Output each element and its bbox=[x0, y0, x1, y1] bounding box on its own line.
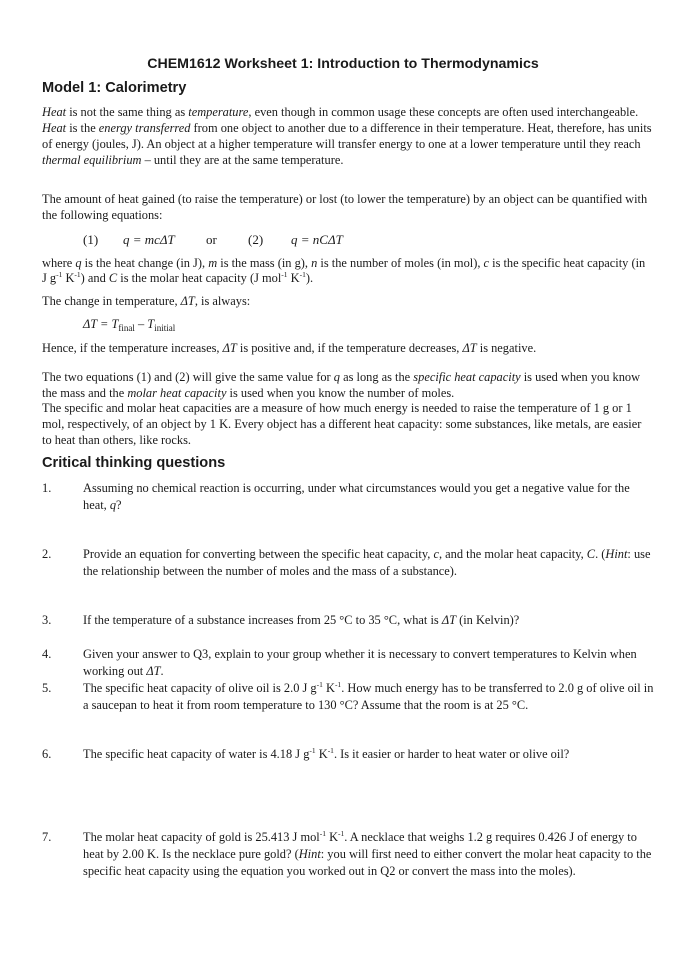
term-heat: Heat bbox=[42, 105, 67, 119]
var-delta-t: ΔT bbox=[146, 664, 161, 678]
superscript: -1 bbox=[327, 746, 334, 755]
text: is the molar heat capacity (J mol bbox=[117, 271, 282, 285]
variable-definitions bbox=[42, 256, 652, 286]
equation-2-label: (2) bbox=[248, 232, 264, 247]
intro-paragraph bbox=[42, 104, 652, 168]
superscript: -1 bbox=[309, 746, 316, 755]
model-heading: Model 1: Calorimetry bbox=[42, 80, 187, 96]
question-text bbox=[83, 829, 654, 880]
heat-amount-paragraph: The amount of heat gained (to raise the temperature) or lost (to lower the temperature) by an object can be quantified with the following equations: bbox=[42, 192, 648, 222]
text: Provide an equation for converting between the specific heat capacity, bbox=[83, 547, 434, 561]
hint-label: Hint bbox=[605, 547, 628, 561]
text: ? bbox=[116, 498, 122, 512]
question-number: 5. bbox=[42, 681, 52, 695]
question-text bbox=[83, 680, 654, 714]
term-temperature: temperature bbox=[188, 105, 249, 119]
text: is the number of moles (in mol), bbox=[317, 256, 484, 270]
text: The change in temperature, bbox=[42, 294, 181, 308]
text: . Is it easier or harder to heat water or olive oil? bbox=[333, 747, 570, 761]
text: is negative. bbox=[476, 341, 537, 355]
text: : use the relationship between the number of moles and the mass of a substance). bbox=[83, 547, 651, 578]
delta-t-equation bbox=[83, 316, 175, 336]
heat-capacity-measure-paragraph: The specific and molar heat capacities are a measure of how much energy is needed to raise the temperature of 1 g or 1 mol, respectively, of an object by 1 K. Every object has a different heat capacity: some substances, like metals, are easier to heat than others, like rocks. bbox=[42, 401, 642, 447]
text: K bbox=[322, 681, 335, 695]
text: . bbox=[160, 664, 164, 678]
text: from one object to another due to a difference in their temperature. Heat, therefore, has units of energy (joules, J). An object at a higher temperature will transfer energy to one at a lower temperature until they reach bbox=[42, 121, 652, 151]
question-number: 4. bbox=[42, 647, 52, 661]
text: is used when you know the number of moles. bbox=[226, 386, 455, 400]
text: is the specific heat capacity (in J g bbox=[42, 256, 646, 285]
text: K bbox=[315, 747, 328, 761]
text: The two equations (1) and (2) will give the same value for bbox=[42, 370, 334, 384]
var-C: C bbox=[586, 547, 596, 561]
text: (in Kelvin)? bbox=[455, 613, 520, 627]
text: . ( bbox=[595, 547, 606, 561]
term-energy-transferred: energy transferred bbox=[98, 121, 191, 135]
text: Assuming no chemical reaction is occurring, under what circumstances would you get a negative value for the heat, bbox=[83, 481, 630, 512]
equation-1: q = mcΔT bbox=[123, 232, 175, 247]
var-delta-t: ΔT bbox=[222, 341, 237, 355]
equation-or: or bbox=[206, 232, 217, 247]
text: is not the same thing as bbox=[66, 105, 189, 119]
text: , is always: bbox=[194, 294, 251, 308]
term-heat: Heat bbox=[42, 121, 67, 135]
text: is the mass (in g), bbox=[217, 256, 312, 270]
question-number: 1. bbox=[42, 481, 52, 495]
superscript: -1 bbox=[334, 680, 342, 689]
subscript-final: final bbox=[118, 323, 135, 333]
var-delta-t: ΔT bbox=[180, 294, 195, 308]
document-title: CHEM1612 Worksheet 1: Introduction to Thermodynamics bbox=[147, 56, 539, 72]
temperature-change-intro bbox=[42, 293, 652, 309]
superscript: -1 bbox=[74, 270, 81, 279]
var-delta-t: ΔT bbox=[462, 341, 477, 355]
hence-paragraph bbox=[42, 340, 652, 356]
text: is the bbox=[66, 121, 99, 135]
text: is positive and, if the temperature decreases, bbox=[236, 341, 463, 355]
text: ) and bbox=[80, 271, 109, 285]
question-number: 3. bbox=[42, 613, 52, 627]
question-number: 6. bbox=[42, 747, 52, 761]
text: : you will first need to either convert the molar heat capacity to the specific heat capacity using the equation you worked out in Q2 or convert the mass into the moles). bbox=[83, 847, 652, 878]
text: The molar heat capacity of gold is 25.413 J mol bbox=[83, 830, 320, 844]
superscript: -1 bbox=[316, 680, 323, 689]
text: K bbox=[326, 830, 339, 844]
text: Given your answer to Q3, explain to your group whether it is necessary to convert temperatures to Kelvin when working out bbox=[83, 647, 637, 678]
question-text bbox=[83, 746, 654, 763]
var-delta-t: ΔT bbox=[441, 613, 456, 627]
text: is the heat change (in J), bbox=[81, 256, 209, 270]
text: as long as the bbox=[339, 370, 414, 384]
text: . How much energy has to be transferred to 2.0 g of olive oil in a saucepan to heat it from room temperature to 130 °C? Assume that the room is at 25 °C. bbox=[83, 681, 654, 712]
term-specific-heat-capacity: specific heat capacity bbox=[413, 370, 521, 384]
text: ΔT = bbox=[83, 317, 112, 331]
two-equations-paragraph bbox=[42, 369, 652, 401]
var-C: C bbox=[108, 271, 118, 285]
superscript: -1 bbox=[319, 829, 326, 838]
var-m: m bbox=[208, 256, 218, 270]
var-c: c bbox=[433, 547, 439, 561]
hint-label: Hint bbox=[298, 847, 321, 861]
question-number: 2. bbox=[42, 547, 52, 561]
text: . A necklace that weighs 1.2 g requires 0.426 J of energy to heat by 2.00 K. Is the necklace pure gold? ( bbox=[83, 830, 637, 861]
var-c: c bbox=[483, 256, 490, 270]
term-molar-heat-capacity: molar heat capacity bbox=[127, 386, 227, 400]
equation-1-label: (1) bbox=[83, 232, 99, 247]
superscript: -1 bbox=[338, 829, 345, 838]
text: The specific heat capacity of water is 4.18 J g bbox=[83, 747, 310, 761]
critical-thinking-heading: Critical thinking questions bbox=[42, 455, 226, 471]
superscript: -1 bbox=[56, 270, 63, 279]
question-number: 7. bbox=[42, 830, 52, 844]
text: K bbox=[287, 271, 300, 285]
text: The specific heat capacity of olive oil is 2.0 J g bbox=[83, 681, 317, 695]
text: Hence, if the temperature increases, bbox=[42, 341, 223, 355]
text: , even though in common usage these concepts are often used interchangeable. bbox=[248, 105, 639, 119]
var-t: T bbox=[147, 317, 155, 331]
subscript-initial: initial bbox=[154, 323, 176, 333]
var-t: T bbox=[111, 317, 119, 331]
equation-2: q = nCΔT bbox=[291, 232, 343, 247]
var-q: q bbox=[109, 498, 117, 512]
question-text bbox=[83, 646, 654, 680]
var-q: q bbox=[333, 370, 340, 384]
text: is used when you know the mass and the bbox=[42, 370, 641, 400]
superscript: -1 bbox=[299, 270, 306, 279]
superscript: -1 bbox=[281, 270, 288, 279]
var-n: n bbox=[311, 256, 318, 270]
text: where bbox=[42, 256, 76, 270]
text: ). bbox=[305, 271, 314, 285]
var-q: q bbox=[75, 256, 82, 270]
question-text bbox=[83, 480, 654, 514]
question-text bbox=[83, 546, 654, 580]
text: – bbox=[134, 317, 148, 331]
text: If the temperature of a substance increases from 25 °C to 35 °C, what is bbox=[83, 613, 442, 627]
term-thermal-equilibrium: thermal equilibrium bbox=[42, 153, 142, 167]
text: K bbox=[62, 271, 75, 285]
text: , and the molar heat capacity, bbox=[438, 547, 587, 561]
question-text bbox=[83, 612, 654, 629]
text: – until they are at the same temperature. bbox=[141, 153, 344, 167]
